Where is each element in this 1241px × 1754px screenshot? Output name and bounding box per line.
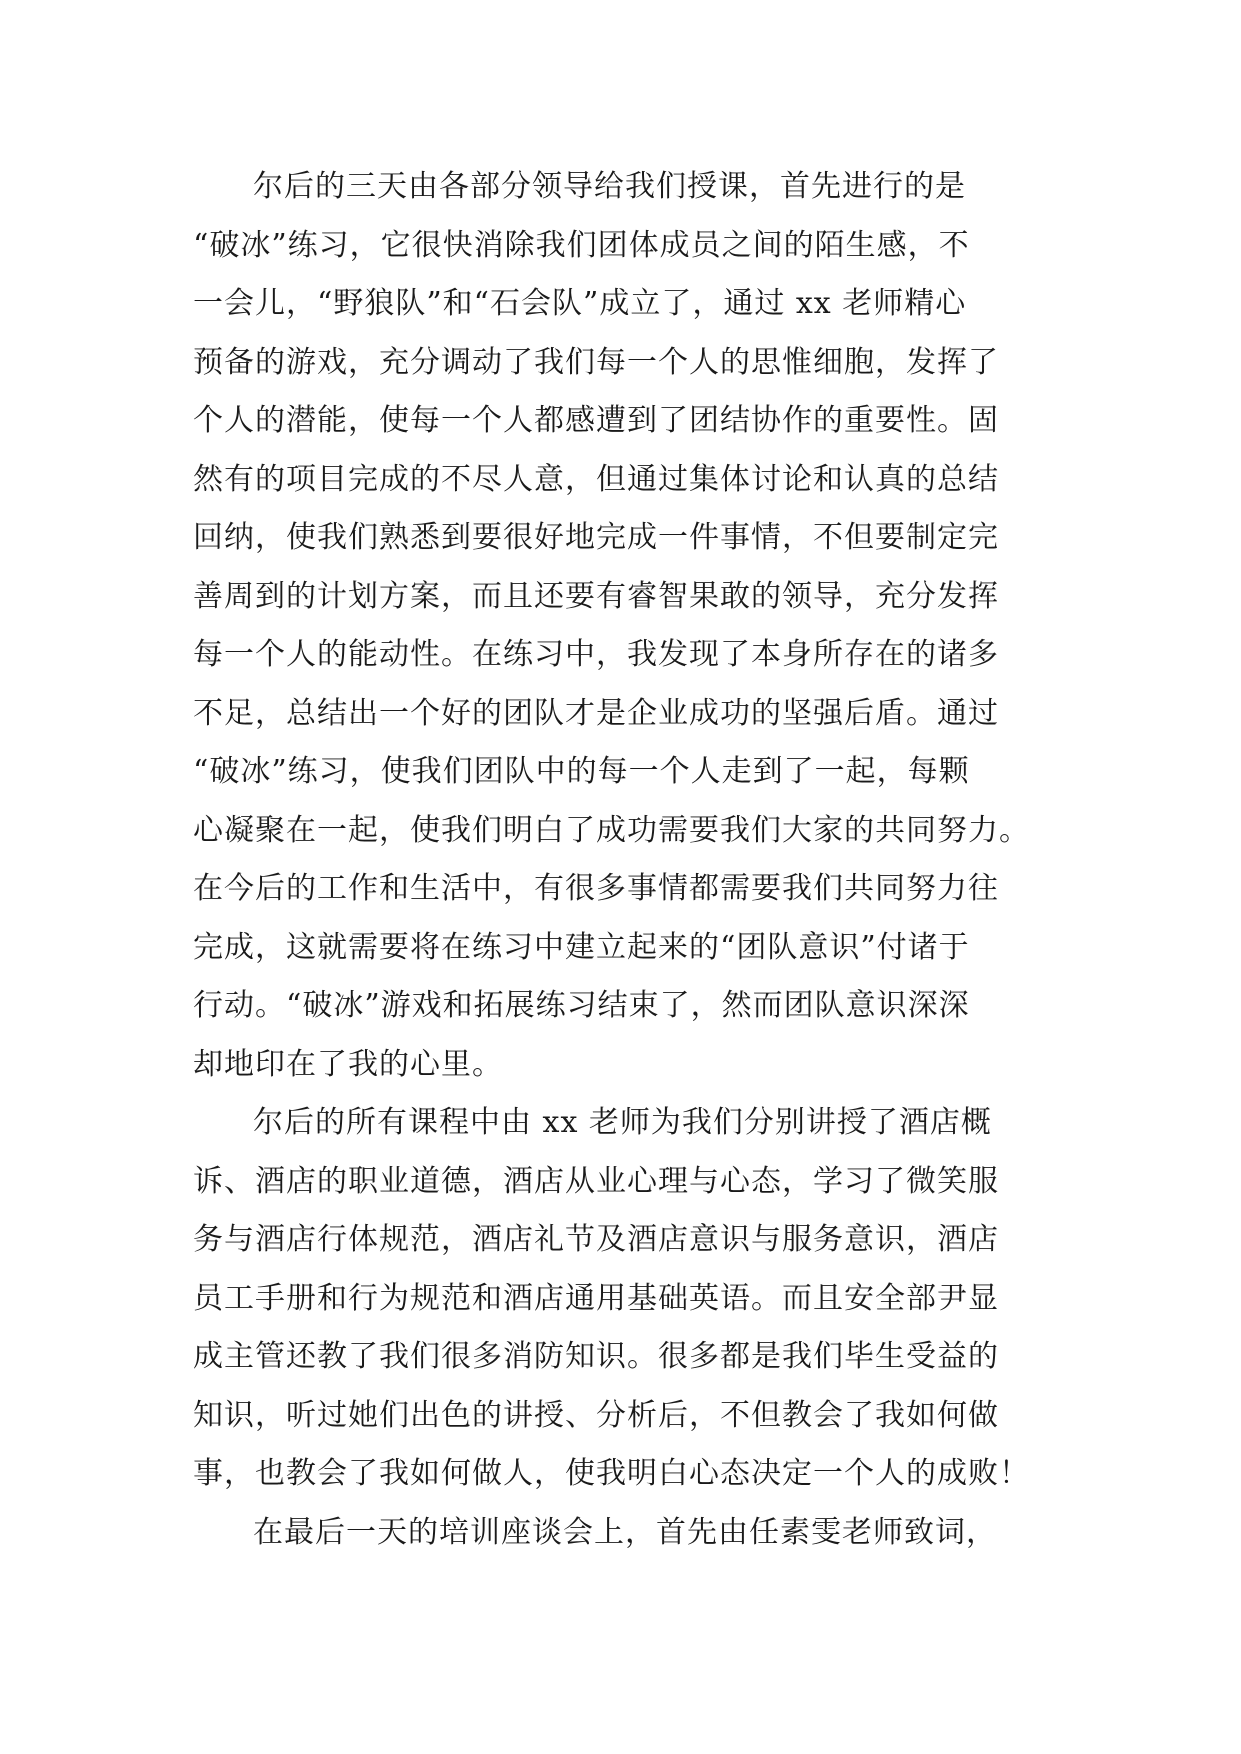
paragraph-line: 回纳，使我们熟悉到要很好地完成一件事情，不但要制定完 (193, 520, 999, 555)
paragraph-line: 员工手册和行为规范和酒店通用基础英语。而且安全部尹显 (193, 1280, 999, 1316)
paragraph-line: 预备的游戏，充分调动了我们每一个人的思惟细胞，发挥了 (193, 344, 999, 380)
paragraph-line: 完成，这就需要将在练习中建立起来的“团队意识”付诸于 (193, 929, 970, 965)
paragraph-line: 尔后的所有课程中由 xx 老师为我们分别讲授了酒店概 (253, 1105, 992, 1140)
paragraph-line: 事，也教会了我如何做人，使我明白心态决定一个人的成败！ (193, 1456, 1030, 1491)
paragraph-line: 善周到的计划方案，而且还要有睿智果敢的领导，充分发挥 (193, 578, 999, 614)
document-body (193, 158, 1053, 1562)
paragraph-line: 个人的潜能，使每一个人都感遭到了团结协作的重要性。固 (193, 403, 999, 438)
paragraph-line: 然有的项目完成的不尽人意，但通过集体讨论和认真的总结 (193, 461, 999, 497)
paragraph-line: “破冰”练习，使我们团队中的每一个人走到了一起，每颗 (193, 754, 970, 789)
paragraph-line: 不足，总结出一个好的团队才是企业成功的坚强后盾。通过 (193, 695, 999, 731)
paragraph-line: 心凝聚在一起，使我们明白了成功需要我们大家的共同努力。 (193, 812, 1030, 848)
paragraph-line: 却地印在了我的心里。 (193, 1046, 503, 1082)
paragraph-line: 在最后一天的培训座谈会上，首先由任素雯老师致词， (253, 1514, 997, 1550)
paragraph-line: 在今后的工作和生活中，有很多事情都需要我们共同努力往 (193, 871, 999, 906)
paragraph-line: “破冰”练习，它很快消除我们团体成员之间的陌生感，不 (193, 227, 970, 263)
paragraph-line: 务与酒店行体规范，酒店礼节及酒店意识与服务意识，酒店 (193, 1222, 999, 1257)
paragraph-line: 一会儿，“野狼队”和“石会队”成立了，通过 xx 老师精心 (193, 286, 967, 321)
paragraph-line: 尔后的三天由各部分领导给我们授课，首先进行的是 (253, 169, 966, 204)
paragraph-line: 每一个人的能动性。在练习中，我发现了本身所存在的诸多 (193, 637, 999, 672)
paragraph-line: 行动。“破冰”游戏和拓展练习结束了，然而团队意识深深 (193, 988, 970, 1023)
paragraph-line: 成主管还教了我们很多消防知识。很多都是我们毕生受益的 (193, 1339, 999, 1374)
paragraph-line: 诉、酒店的职业道德，酒店从业心理与心态，学习了微笑服 (193, 1163, 999, 1199)
paragraph-line: 知识，听过她们出色的讲授、分析后，不但教会了我如何做 (193, 1397, 999, 1433)
